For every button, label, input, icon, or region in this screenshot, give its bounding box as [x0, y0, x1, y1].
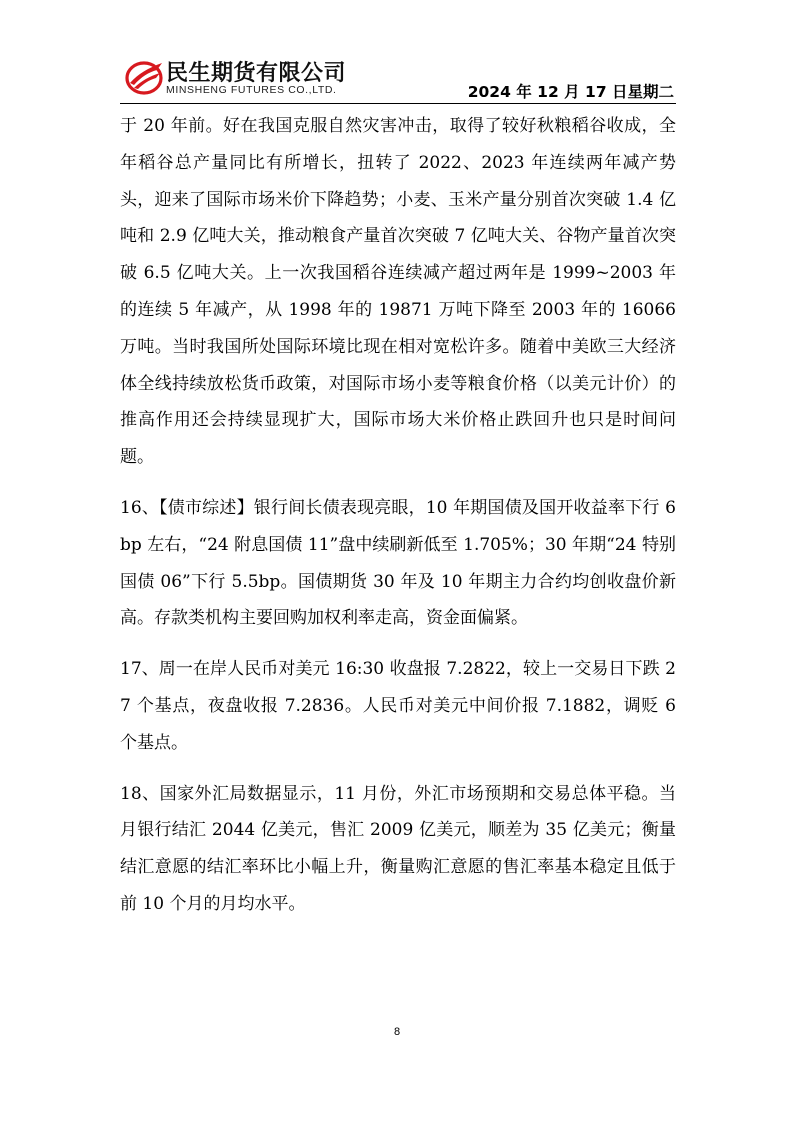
paragraph-fx-settlement: 18、国家外汇局数据显示，11 月份，外汇市场预期和交易总体平稳。当月银行结汇 2044 亿美元，售汇 2009 亿美元，顺差为 35 亿美元；衡量结汇意愿的结汇率环比小幅上升，衡量购汇意愿的售汇率基本稳定且低于前 10 个月的月均水平。 [120, 783, 676, 914]
paragraph-bond-market: 16、【债市综述】银行间长债表现亮眼，10 年期国债及国开收益率下行 6bp 左右，“24 附息国债 11”盘中续刷新低至 1.705%；30 年期“24 特别国债 06”下行 5.5bp。国债期货 30 年及 10 年期主力合约均创收盘价新高。存款类机构主要回购加权利率走高，资金面偏紧。 [120, 497, 676, 629]
company-logo [124, 56, 374, 102]
header-divider [120, 103, 676, 104]
paragraph-grain-production: 于 20 年前。好在我国克服自然灾害冲击，取得了较好秋粮稻谷收成，全年稻谷总产量同比有所增长，扭转了 2022、2023 年连续两年减产势头，迎来了国际市场米价下降趋势；小麦、玉米产量分别首次突破 1.4 亿吨和 2.9 亿吨大关，推动粮食产量首次突破 7 亿吨大关、谷物产量首次突破 6.5 亿吨大关。上一次我国稻谷连续减产超过两年是 1999~2003 年的连续 5 年减产，从 1998 年的 19871 万吨下降至 2003 年的 16066 万吨。当时我国所处国际环境比现在相对宽松许多。随着中美欧三大经济体全线持续放松货币政策，对国际市场小麦等粮食价格（以美元计价）的推高作用还会持续显现扩大，国际市场大米价格止跌回升也只是时间问题。 [120, 116, 676, 468]
page-number: 8 [393, 1026, 401, 1038]
logo-chinese-name: 民生期货有限公司 [166, 61, 347, 86]
paragraph-rmb-exchange: 17、周一在岸人民币对美元 16:30 收盘报 7.2822，较上一交易日下跌 27 个基点，夜盘收报 7.2836。人民币对美元中间价报 7.1882，调贬 6 个基点。 [120, 659, 676, 753]
minsheng-logo-icon [124, 56, 164, 96]
logo-english-name: MINSHENG FUTURES CO.,LTD. [166, 84, 337, 96]
document-body [120, 108, 676, 923]
report-date: 2024 年 12 月 17 日星期二 [467, 83, 674, 101]
page-header [0, 0, 794, 106]
